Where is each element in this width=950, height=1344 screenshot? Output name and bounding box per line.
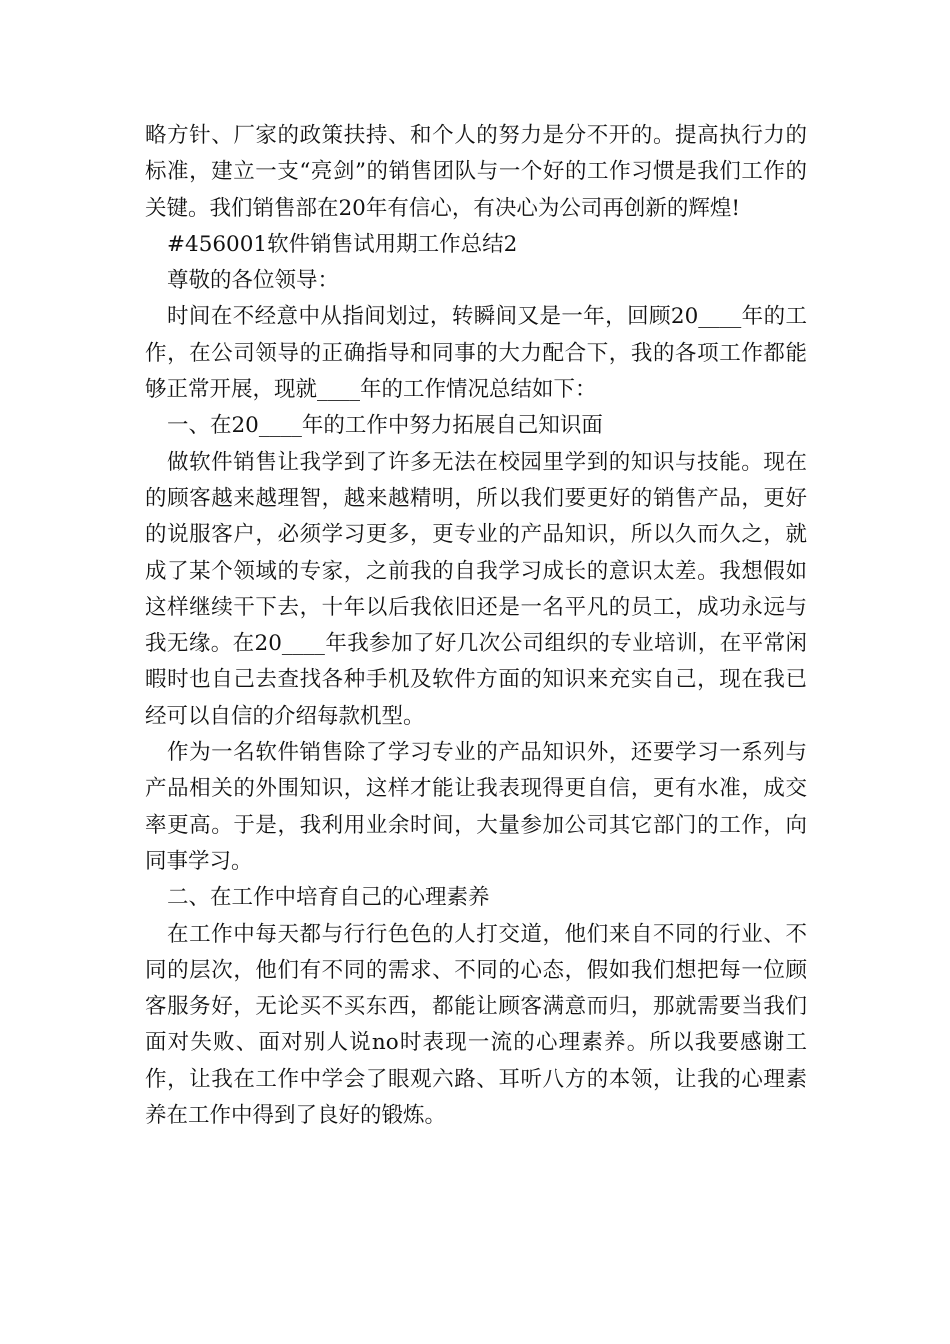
paragraph-psychology: 在工作中每天都与行行色色的人打交道，他们来自不同的行业、不同的层次，他们有不同的需求、不同的心态，假如我们想把每一位顾客服务好，无论买不买东西，都能让顾客满意而归，那就需要当我们面对失败、面对别人说no时表现一流的心理素养。所以我要感谢工作，让我在工作中学会了眼观六路、耳听八方的本领，让我的心理素养在工作中得到了良好的锻炼。 <box>145 921 807 1129</box>
paragraph-peripheral-knowledge: 作为一名软件销售除了学习专业的产品知识外，还要学习一系列与产品相关的外围知识，这样才能让我表现得更自信，更有水准，成交率更高。于是，我利用业余时间，大量参加公司其它部门的工作，向同事学习。 <box>145 740 807 874</box>
heading-one: 一、在20____年的工作中努力拓展自己知识面 <box>167 413 603 439</box>
heading-two: 二、在工作中培育自己的心理素养 <box>167 885 490 911</box>
paragraph-continuation: 略方针、厂家的政策扶持、和个人的努力是分不开的。提高执行力的标准，建立一支“亮剑”的销售团队与一个好的工作习惯是我们工作的关键。我们销售部在20年有信心，有决心为公司再创新的辉煌! <box>145 123 807 221</box>
section-title: #456001软件销售试用期工作总结2 <box>167 231 518 257</box>
document-body <box>145 118 807 1134</box>
paragraph-knowledge: 做软件销售让我学到了许多无法在校园里学到的知识与技能。现在的顾客越来越理智，越来越精明，所以我们要更好的销售产品，更好的说服客户，必须学习更多，更专业的产品知识，所以久而久之，就成了某个领域的专家，之前我的自我学习成长的意识太差。我想假如这样继续干下去，十年以后我依旧还是一名平凡的员工，成功永远与我无缘。在20____年我参加了好几次公司组织的专业培训，在平常闲暇时也自己去查找各种手机及软件方面的知识来充实自己，现在我已经可以自信的介绍每款机型。 <box>145 449 807 729</box>
paragraph-intro: 时间在不经意中从指间划过，转瞬间又是一年，回顾20____年的工作，在公司领导的正确指导和同事的大力配合下，我的各项工作都能够正常开展，现就____年的工作情况总结如下： <box>145 304 807 403</box>
salutation: 尊敬的各位领导： <box>167 268 340 294</box>
